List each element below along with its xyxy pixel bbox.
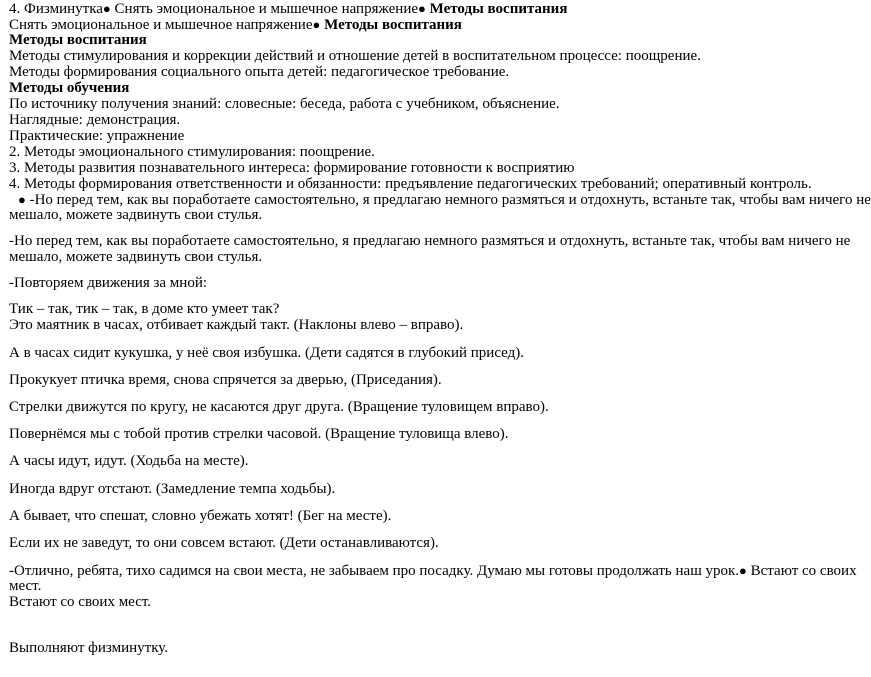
teaching-line-2: Наглядные: демонстрация. (9, 112, 181, 128)
teaching-heading: Методы обучения (9, 80, 130, 96)
paragraph-3-line-1: Тик – так, тик – так, в доме кто умеет так? (9, 301, 280, 317)
paragraph-13: Выполняют физминутку. (9, 640, 169, 656)
paragraph-12-line-1-tail: Встают со своих (746, 563, 857, 579)
upbringing-line-1: Методы стимулирования и коррекции действий и отношение детей в воспитательном процессе: поощрение. (9, 48, 701, 64)
header-line-1-mid: Снять эмоциональное и мышечное напряжение (110, 1, 419, 17)
paragraph-10: А бывает, что спешат, словно убежать хотят! (Бег на месте). (9, 508, 392, 524)
header-line-2-prefix: Снять эмоциональное и мышечное напряжение (9, 17, 313, 33)
paragraph-2: -Повторяем движения за мной: (9, 275, 208, 291)
paragraph-9: Иногда вдруг отстают. (Замедление темпа ходьбы). (9, 481, 336, 497)
teaching-line-3: Практические: упражнение (9, 128, 185, 144)
intro-line-2: мешало, можете задвинуть свои стулья. (9, 207, 263, 223)
header-line-1-bold: Методы воспитания (425, 1, 568, 17)
paragraph-12-line-1 (9, 562, 857, 580)
teaching-line-6: 4. Методы формирования ответственности и обязанности: предъявление педагогических требований; оперативный контроль. (9, 176, 812, 192)
bullet-icon: ● (418, 1, 426, 16)
upbringing-line-2: Методы формирования социального опыта детей: педагогическое требование. (9, 64, 510, 80)
paragraph-12-line-1-text: -Отлично, ребята, тихо садимся на свои места, не забываем про посадку. Думаю мы готовы продолжать наш урок. (9, 563, 740, 579)
paragraph-12-line-2: мест. (9, 578, 42, 594)
bullet-icon: ● (18, 192, 26, 207)
bullet-icon: ● (312, 17, 321, 32)
paragraph-1-line-1: -Но перед тем, как вы поработаете самостоятельно, я предлагаю немного размяться и отдохнуть, встаньте так, чтобы вам ничего не (9, 233, 851, 249)
intro-line-1-text: -Но перед тем, как вы поработаете самостоятельно, я предлагаю немного размяться и отдохнуть, встаньте так, чтобы вам ничего не (25, 192, 871, 208)
paragraph-5: Прокукует птичка время, снова спрячется за дверью, (Приседания). (9, 372, 442, 388)
teaching-line-4: 2. Методы эмоционального стимулирования: поощрение. (9, 144, 375, 160)
paragraph-3-line-2: Это маятник в часах, отбивает каждый такт. (Наклоны влево – вправо). (9, 317, 464, 333)
paragraph-1-line-2: мешало, можете задвинуть свои стулья. (9, 249, 263, 265)
header-line-2-bold: Методы воспитания (320, 17, 462, 33)
bullet-icon: ● (739, 563, 747, 578)
teaching-line-1: По источнику получения знаний: словесные: беседа, работа с учебником, объяснение. (9, 96, 560, 112)
paragraph-12-line-3: Встают со своих мест. (9, 594, 152, 610)
paragraph-11: Если их не заведут, то они совсем встают. (Дети останавливаются). (9, 535, 439, 551)
paragraph-8: А часы идут, идут. (Ходьба на месте). (9, 453, 249, 469)
paragraph-7: Повернёмся мы с тобой против стрелки часовой. (Вращение туловища влево). (9, 426, 509, 442)
teaching-line-5: 3. Методы развития познавательного интереса: формирование готовности к восприятию (9, 160, 575, 176)
header-line-1-prefix: 4. Физминутка (9, 1, 103, 17)
bullet-icon: ● (102, 1, 111, 16)
paragraph-4: А в часах сидит кукушка, у неё своя избушка. (Дети садятся в глубокий присед). (9, 345, 525, 361)
paragraph-6: Стрелки движутся по кругу, не касаются друг друга. (Вращение туловищем вправо). (9, 399, 549, 415)
upbringing-heading: Методы воспитания (9, 32, 147, 48)
